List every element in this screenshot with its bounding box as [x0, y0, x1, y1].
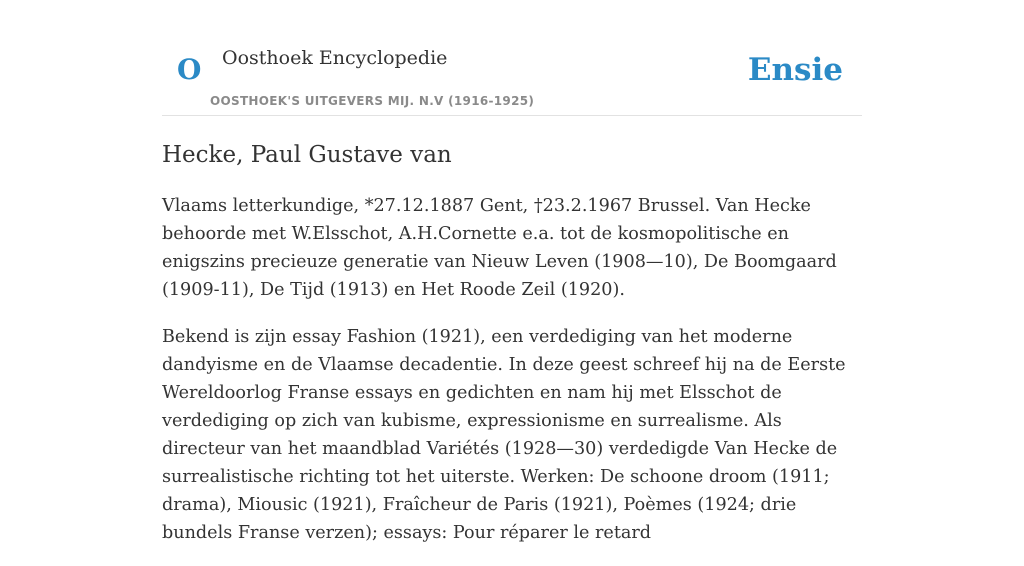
article-paragraph: Bekend is zijn essay Fashion (1921), een verdediging van het moderne dandyisme en de Vlaamse decadentie. In deze geest schreef hij na de Eerste Wereldoorlog Franse essays en gedichten en nam hij met Elsschot de verdediging op zich van kubisme, expressionisme en surrealisme. Als directeur van het maandblad Variétés (1928—30) verdedigde Van Hecke de surrealistische richting tot het uiterste. Werken: De schoone droom (1911; drama), Miousic (1921), Fraîcheur de Paris (1921), Poèmes (1924; drie bundels Franse verzen); essays: Pour réparer le retard — [162, 327, 846, 543]
article-title: Hecke, Paul Gustave van — [162, 142, 452, 168]
logo-mark[interactable]: O — [177, 53, 202, 86]
article-paragraph: Vlaams letterkundige, *27.12.1887 Gent, †23.2.1967 Brussel. Van Hecke behoorde met W.Elsschot, A.H.Cornette e.a. tot de kosmopolitische en enigszins precieuze generatie van Nieuw Leven (1908—10), De Boomgaard (1909-11), De Tijd (1913) en Het Roode Zeil (1920). — [162, 196, 837, 300]
article-body — [162, 192, 862, 566]
site-title[interactable]: Oosthoek Encyclopedie — [222, 47, 448, 69]
site-header — [162, 0, 862, 116]
site-subtitle: OOSTHOEK'S UITGEVERS MIJ. N.V (1916-1925) — [210, 94, 535, 108]
page — [162, 0, 862, 543]
brand-logo[interactable]: Ensie — [747, 52, 843, 88]
